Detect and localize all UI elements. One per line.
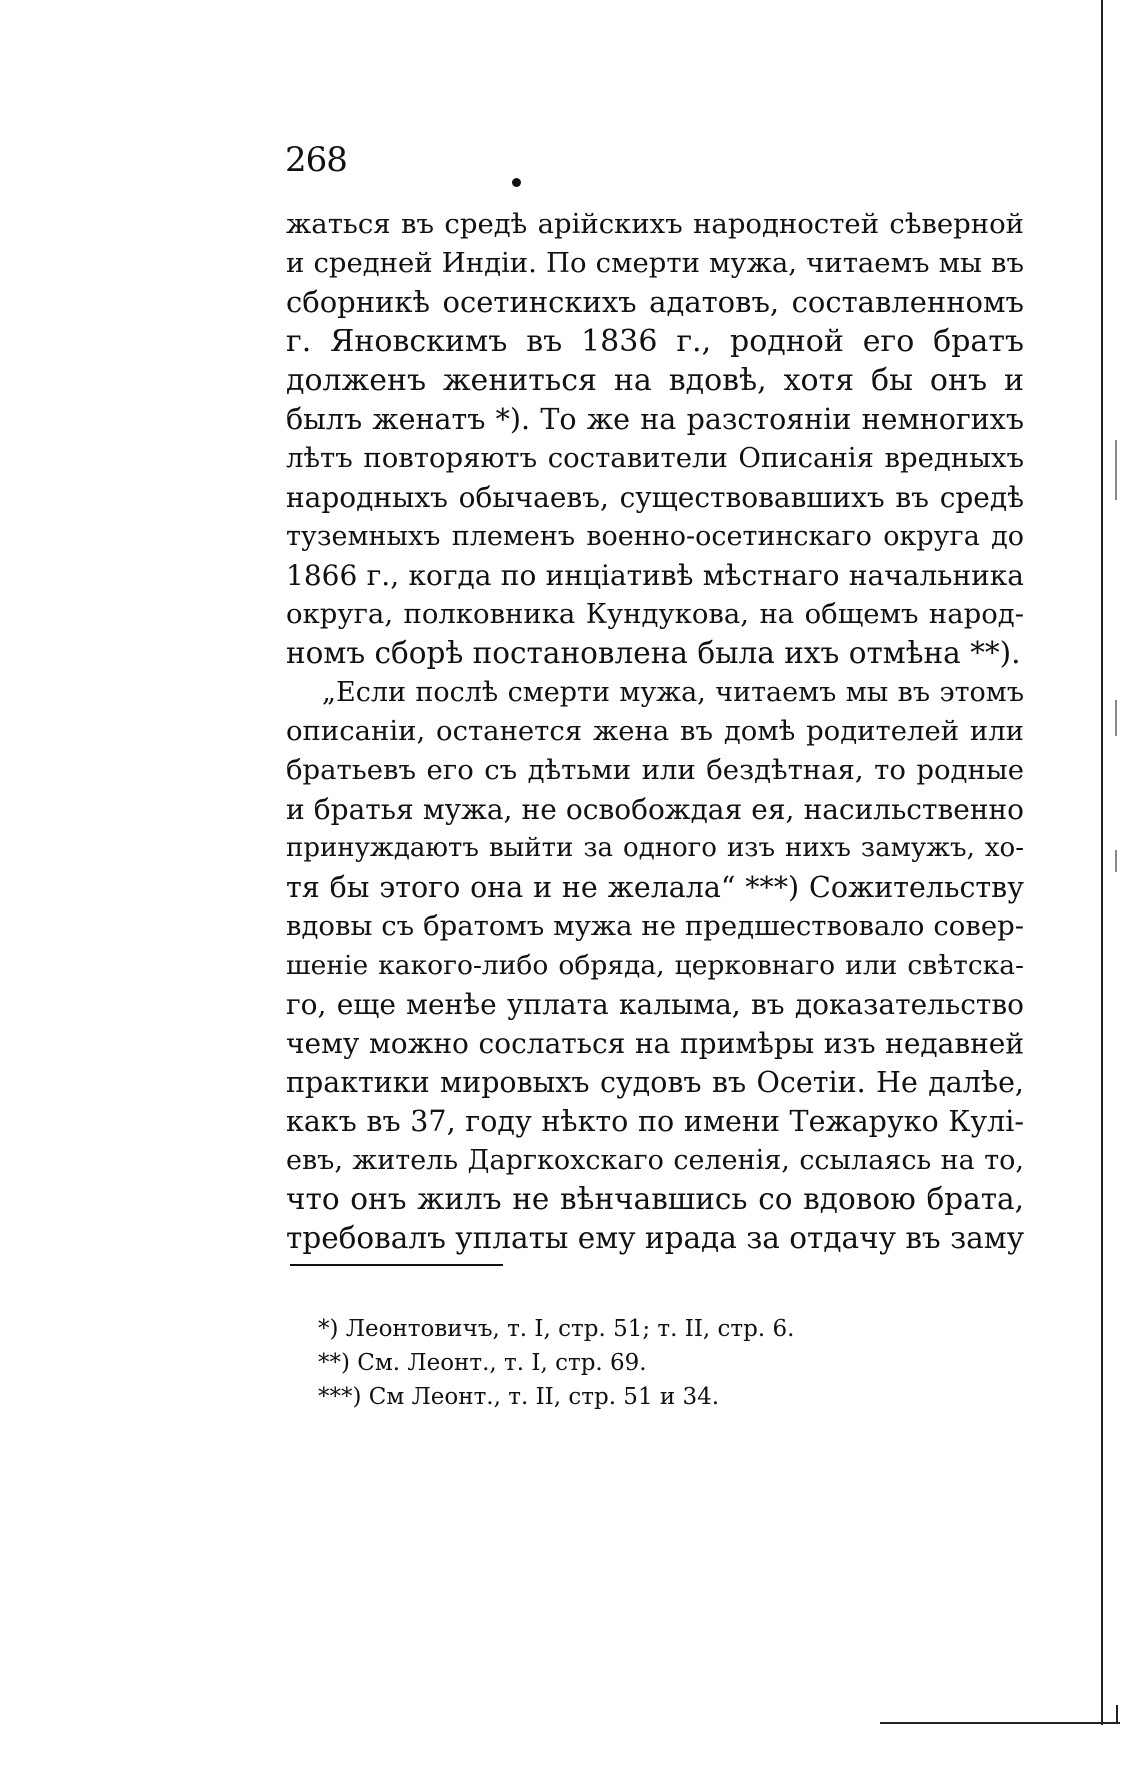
- text-line: какъ въ 37, году нѣкто по имени Тежаруко Кулі-: [286, 1105, 1024, 1138]
- text-line: описаніи, останется жена въ домѣ родителей или: [286, 715, 1024, 747]
- text-line: округа, полковника Кундукова, на общемъ народ-: [286, 598, 1024, 630]
- ornament-dot: [512, 178, 521, 187]
- text-line: долженъ жениться на вдовѣ, хотя бы онъ и: [286, 363, 1024, 398]
- text-line: вдовы съ братомъ мужа не предшествовало совер-: [286, 910, 1024, 942]
- footnote: *) Леонтовичъ, т. I, стр. 51; т. II, стр. 6.: [318, 1316, 795, 1342]
- scan-edge-mark: [1115, 700, 1117, 736]
- footnote: ***) См Леонт., т. II, стр. 51 и 34.: [318, 1384, 720, 1410]
- footnote-separator: [290, 1264, 503, 1266]
- text-line: лѣтъ повторяютъ составители Описанія вредныхъ: [286, 442, 1024, 474]
- scan-bottom-rule: [880, 1722, 1120, 1724]
- text-line: принуждаютъ выйти за одного изъ нихъ замужъ, хо-: [286, 833, 1024, 863]
- page-number: 268: [285, 140, 347, 180]
- body-text: [286, 205, 1024, 1258]
- text-line: требовалъ уплаты ему ирада за отдачу въ заму: [286, 1221, 1025, 1255]
- text-line: туземныхъ племенъ военно-осетинскаго округа до: [286, 521, 1024, 552]
- text-line: евъ, житель Даргкохскаго селенія, ссылаясь на то,: [286, 1145, 1024, 1176]
- scan-right-margin-line: [1101, 0, 1103, 1725]
- scan-edge-mark: [1115, 440, 1117, 500]
- text-line: народныхъ обычаевъ, существовавшихъ въ средѣ: [286, 481, 1024, 514]
- text-line: го, еще менѣе уплата калыма, въ доказательство: [286, 988, 1024, 1021]
- text-line: шеніе какого-либо обряда, церковнаго или свѣтска-: [286, 950, 1024, 981]
- text-line: г. Яновскимъ въ 1836 г., родной его братъ: [286, 324, 1024, 359]
- text-line: былъ женатъ *). То же на разстояніи немногихъ: [286, 403, 1024, 436]
- text-line: 1866 г., когда по инціативѣ мѣстнаго начальника: [286, 559, 1024, 592]
- text-line: и средней Индіи. По смерти мужа, читаемъ мы въ: [286, 247, 1024, 279]
- text-line: сборникѣ осетинскихъ адатовъ, составленномъ: [286, 285, 1024, 319]
- text-line: жаться въ средѣ арійскихъ народностей сѣверной: [286, 208, 1024, 240]
- scan-edge-mark: [1115, 850, 1117, 872]
- text-line: и братья мужа, не освобождая ея, насильственно: [286, 793, 1024, 826]
- text-line: что онъ жилъ не вѣнчавшись со вдовою брата,: [286, 1182, 1024, 1216]
- footnotes: [318, 1312, 794, 1414]
- text-line: „Если послѣ смерти мужа, читаемъ мы въ этомъ: [322, 677, 1024, 708]
- text-line: братьевъ его съ дѣтьми или бездѣтная, то родные: [286, 754, 1024, 786]
- footnote: **) См. Леонт., т. I, стр. 69.: [318, 1350, 647, 1376]
- paragraph: [286, 673, 1024, 1258]
- text-line: практики мировыхъ судовъ въ Осетіи. Не далѣе,: [286, 1066, 1024, 1099]
- text-line: чему можно сослаться на примѣры изъ недавней: [286, 1027, 1024, 1060]
- text-line: тя бы этого она и не желала“ ***) Сожительству: [286, 871, 1024, 904]
- text-line: номъ сборѣ постановлена была ихъ отмѣна **).: [286, 636, 1021, 670]
- paragraph: [286, 205, 1024, 673]
- scan-bottom-tick: [1116, 1705, 1118, 1724]
